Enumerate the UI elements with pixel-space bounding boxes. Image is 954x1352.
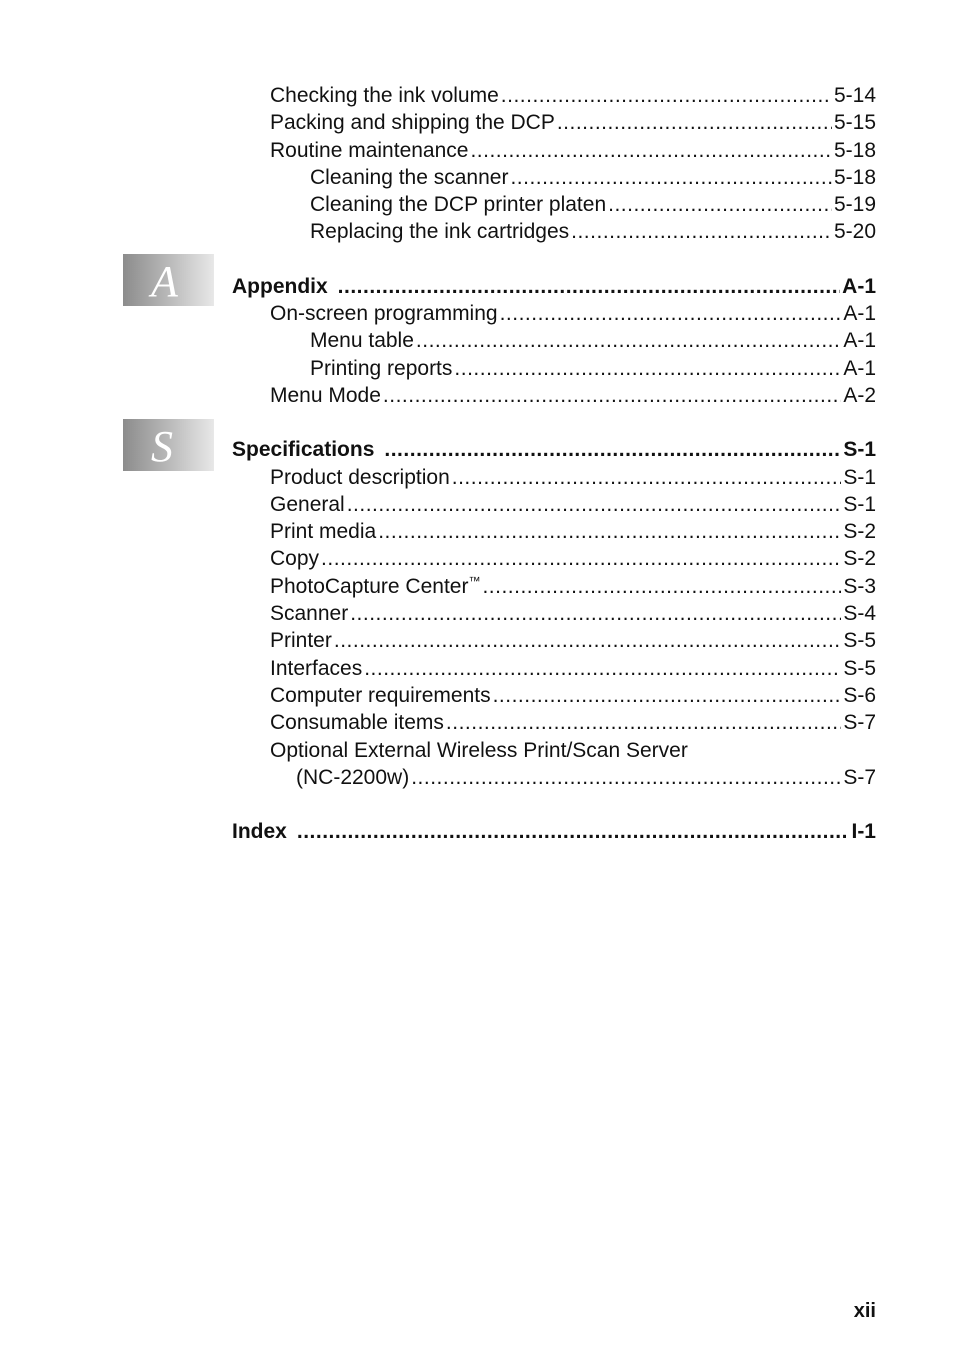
toc-chapter-specifications[interactable]: Specifications ..... S-1 xyxy=(232,436,876,463)
toc-entry[interactable]: Printing reports ..... A-1 xyxy=(232,355,876,382)
toc-entry[interactable]: Printer ..... S-5 xyxy=(232,627,876,654)
toc-entry[interactable]: On-screen programming ..... A-1 xyxy=(232,300,876,327)
toc-entry[interactable]: Optional External Wireless Print/Scan Server xyxy=(270,738,688,762)
toc-entry[interactable]: Menu table ..... A-1 xyxy=(232,327,876,354)
toc-entry[interactable]: Copy ..... S-2 xyxy=(232,545,876,572)
page-number: xii xyxy=(853,1300,876,1322)
toc-entry[interactable]: Computer requirements ..... S-6 xyxy=(232,682,876,709)
table-of-contents xyxy=(232,82,876,845)
toc-entry[interactable]: Cleaning the scanner ..... 5-18 xyxy=(232,164,876,191)
toc-entry[interactable]: Menu Mode ..... A-2 xyxy=(232,382,876,409)
toc-chapter-index[interactable]: Index ..... I-1 xyxy=(232,818,876,845)
toc-entry[interactable]: PhotoCapture Center™ ..... S-3 xyxy=(232,573,876,600)
toc-entry[interactable]: Routine maintenance ..... 5-18 xyxy=(232,137,876,164)
toc-entry[interactable]: Print media ..... S-2 xyxy=(232,518,876,545)
toc-entry[interactable]: Consumable items ..... S-7 xyxy=(232,709,876,736)
trademark-symbol: ™ xyxy=(468,573,481,588)
toc-entry[interactable]: Interfaces ..... S-5 xyxy=(232,655,876,682)
toc-entry[interactable]: Replacing the ink cartridges ..... 5-20 xyxy=(232,218,876,245)
specifications-tab-letter: S xyxy=(151,422,173,471)
toc-entry[interactable]: Cleaning the DCP printer platen ..... 5-19 xyxy=(232,191,876,218)
toc-entry[interactable]: Packing and shipping the DCP ..... 5-15 xyxy=(232,109,876,136)
toc-entry[interactable]: Scanner ..... S-4 xyxy=(232,600,876,627)
toc-entry[interactable]: Product description ..... S-1 xyxy=(232,464,876,491)
appendix-tab xyxy=(123,254,214,306)
appendix-tab-letter: A xyxy=(151,257,178,306)
toc-entry[interactable]: Checking the ink volume ..... 5-14 xyxy=(232,82,876,109)
toc-entry[interactable]: (NC-2200w) ..... S-7 xyxy=(232,764,876,791)
specifications-tab xyxy=(123,419,214,471)
toc-entry[interactable]: General ..... S-1 xyxy=(232,491,876,518)
toc-chapter-appendix[interactable]: Appendix ..... A-1 xyxy=(232,273,876,300)
